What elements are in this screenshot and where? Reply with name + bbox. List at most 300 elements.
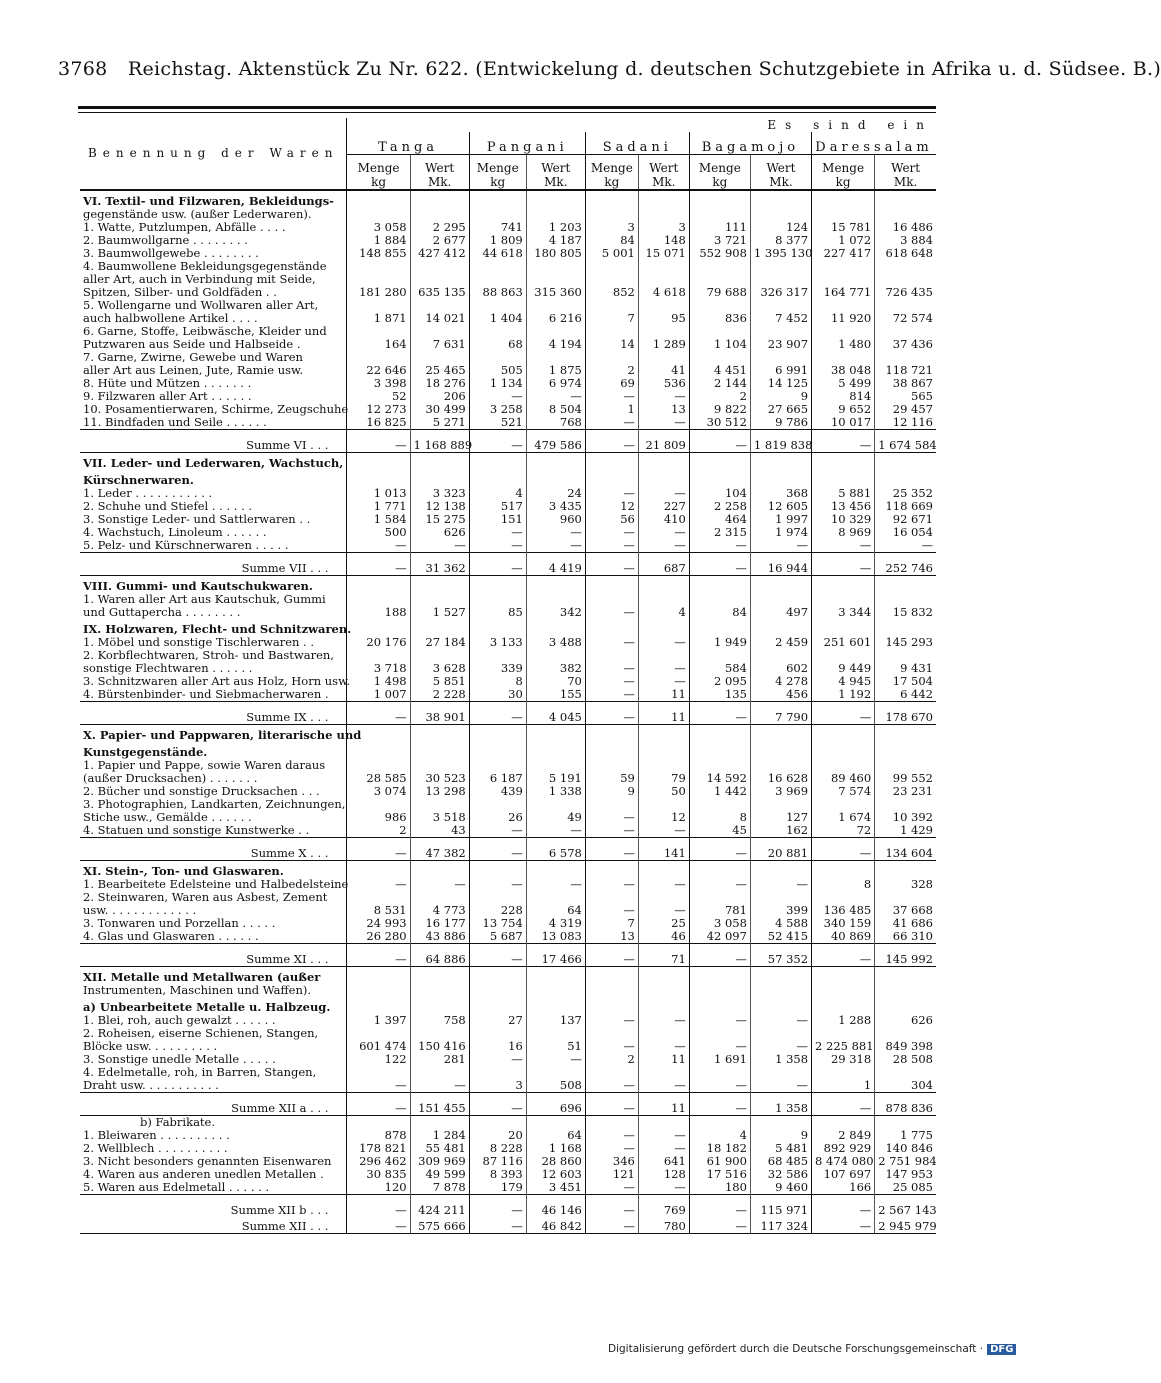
wert-cell: 9 [750,1129,811,1142]
footer-credit [608,1343,1016,1355]
wert-cell: 145 992 [875,944,936,967]
wert-cell: 24 [526,487,585,500]
menge-cell [689,1116,750,1130]
menge-unit-header: Menge kg [689,155,750,191]
section-row [80,967,936,985]
wert-cell: 326 317 [750,286,811,299]
wert-cell: 626 [410,526,469,539]
wert-cell: 50 [638,785,689,798]
goods-label: b) Fabrikate. [140,1115,216,1129]
wert-cell [875,190,936,208]
wert-cell: 55 481 [410,1142,469,1155]
wert-cell: 602 [750,662,811,675]
menge-cell [585,260,638,273]
wert-cell: 252 746 [875,553,936,576]
menge-cell [812,453,875,471]
goods-label: 1. Bleiwaren . . . . . . . . . . [83,1128,230,1142]
menge-cell: — [585,526,638,539]
wert-cell: 13 298 [410,785,469,798]
menge-cell: — [689,878,750,891]
wert-cell: 1 284 [410,1129,469,1142]
wert-cell: 31 362 [410,553,469,576]
menge-cell: 251 601 [812,636,875,649]
wert-cell: 12 [638,811,689,824]
wert-cell: 8 377 [750,234,811,247]
menge-cell [347,260,410,273]
menge-cell: 1 771 [347,500,410,513]
menge-cell: 8 969 [812,526,875,539]
menge-cell: — [812,1195,875,1218]
wert-cell: 16 054 [875,526,936,539]
menge-cell: 18 182 [689,1142,750,1155]
place-header: Sadani [585,132,689,155]
wert-cell: 37 668 [875,904,936,917]
wert-cell: 29 457 [875,403,936,416]
menge-cell: 439 [469,785,526,798]
menge-cell: — [347,1093,410,1116]
wert-unit-header: Wert Mk. [875,155,936,191]
menge-cell: 2 225 881 [812,1040,875,1053]
menge-cell: 122 [347,1053,410,1066]
menge-cell: 1 192 [812,688,875,702]
wert-cell: 66 310 [875,930,936,944]
menge-cell: 1 134 [469,377,526,390]
wert-cell: 1 358 [750,1053,811,1066]
wert-cell: — [638,878,689,891]
wert-cell: 382 [526,662,585,675]
sum-row [80,553,936,576]
wert-cell: 4 319 [526,917,585,930]
menge-cell: 135 [689,688,750,702]
goods-label: X. Papier- und Pappwaren, literarische und [83,728,362,742]
goods-label: 2. Wellblech . . . . . . . . . . [83,1141,228,1155]
goods-label: aller Art aus Leinen, Jute, Ramie usw. [83,363,304,377]
goods-label: 3. Sonstige Leder- und Sattlerwaren . . [83,512,311,526]
wert-cell: 118 669 [875,500,936,513]
menge-cell: 1 [812,1079,875,1093]
menge-cell: 151 [469,513,526,526]
menge-cell: 89 460 [812,772,875,785]
table-row [80,930,936,944]
goods-label: Kürschnerwaren. [83,473,194,487]
menge-cell: 52 [347,390,410,403]
menge-cell: 188 [347,606,410,619]
wert-cell: 6 578 [526,838,585,861]
sum-row [80,702,936,725]
menge-cell: 5 499 [812,377,875,390]
wert-cell: 162 [750,824,811,838]
menge-cell: — [585,811,638,824]
menge-cell: 14 592 [689,772,750,785]
wert-cell: 145 293 [875,636,936,649]
wert-cell: 7 878 [410,1181,469,1195]
menge-cell: 26 280 [347,930,410,944]
menge-cell [469,997,526,1014]
wert-cell: 92 671 [875,513,936,526]
wert-cell [526,453,585,471]
table-row [80,1079,936,1093]
wert-cell [638,997,689,1014]
menge-cell [585,742,638,759]
wert-cell: 1 775 [875,1129,936,1142]
wert-cell [750,725,811,743]
goods-label: usw. . . . . . . . . . . . . [83,903,197,917]
menge-cell [689,984,750,997]
menge-cell: 4 [469,487,526,500]
wert-cell: 64 886 [410,944,469,967]
wert-cell: 424 211 [410,1195,469,1218]
goods-label: XI. Stein-, Ton- und Glaswaren. [83,864,284,878]
menge-cell: — [469,390,526,403]
wert-cell: 99 552 [875,772,936,785]
wert-cell [410,725,469,743]
wert-cell: 3 969 [750,785,811,798]
table-row [80,824,936,838]
menge-cell: 6 187 [469,772,526,785]
goods-label: Kunstgegenstände. [83,745,208,759]
menge-cell: 3 133 [469,636,526,649]
wert-cell: 15 275 [410,513,469,526]
menge-cell: 505 [469,364,526,377]
wert-cell [638,260,689,273]
wert-cell: 479 586 [526,430,585,453]
menge-cell: 836 [689,312,750,325]
menge-cell: 16 [469,1040,526,1053]
menge-cell: — [585,1217,638,1234]
menge-cell: — [812,702,875,725]
menge-cell [689,260,750,273]
wert-cell: 1 289 [638,338,689,351]
goods-label: 4. Edelmetalle, roh, in Barren, Stangen, [83,1065,317,1079]
menge-cell: — [469,824,526,838]
menge-cell [347,861,410,879]
table-row [80,1181,936,1195]
menge-cell: 814 [812,390,875,403]
menge-cell [469,742,526,759]
wert-cell: — [526,824,585,838]
menge-unit-header: Menge kg [812,155,875,191]
menge-cell: — [469,430,526,453]
wert-cell: 3 884 [875,234,936,247]
menge-cell [812,984,875,997]
wert-cell: 2 945 979 [875,1217,936,1234]
wert-cell [750,967,811,985]
menge-cell: — [469,838,526,861]
goods-label: Summe VI . . . [80,430,347,453]
wert-cell: 2 295 [410,221,469,234]
menge-cell: 111 [689,221,750,234]
menge-cell: 4 945 [812,675,875,688]
menge-cell: — [585,1129,638,1142]
menge-cell: — [469,553,526,576]
wert-cell [526,742,585,759]
wert-cell: 641 [638,1155,689,1168]
menge-cell: 40 869 [812,930,875,944]
menge-cell: — [469,539,526,553]
menge-cell: 852 [585,286,638,299]
menge-cell: — [585,539,638,553]
menge-cell [469,861,526,879]
wert-cell: — [638,526,689,539]
wert-cell: 180 805 [526,247,585,260]
menge-cell: 892 929 [812,1142,875,1155]
wert-cell: — [638,636,689,649]
wert-cell: 137 [526,1014,585,1027]
goods-label: 4. Waren aus anderen unedlen Metallen . [83,1167,324,1181]
wert-cell: 47 382 [410,838,469,861]
menge-cell: — [689,553,750,576]
menge-cell: 181 280 [347,286,410,299]
wert-cell: 14 125 [750,377,811,390]
wert-cell: 30 523 [410,772,469,785]
wert-cell [638,742,689,759]
wert-cell: 7 631 [410,338,469,351]
wert-cell: 25 352 [875,487,936,500]
wert-cell: — [638,824,689,838]
wert-cell [875,470,936,487]
sum-row [80,1217,936,1234]
place-header: Pangani [469,132,585,155]
menge-cell: 3 058 [689,917,750,930]
wert-cell: — [750,539,811,553]
wert-cell: 2 228 [410,688,469,702]
goods-label: 8. Hüte und Mützen . . . . . . . [83,376,252,390]
wert-cell: 147 953 [875,1168,936,1181]
menge-cell: — [469,1195,526,1218]
wert-cell: 9 460 [750,1181,811,1195]
menge-cell: 517 [469,500,526,513]
goods-label: 5. Waren aus Edelmetall . . . . . . [83,1180,270,1194]
menge-cell: — [689,1195,750,1218]
goods-label: 3. Photographien, Landkarten, Zeichnungen, [83,797,346,811]
import-table [80,118,936,1234]
wert-cell [410,619,469,636]
menge-cell: 1 884 [347,234,410,247]
goods-label: 3. Nicht besonders genannten Eisenwaren [83,1154,332,1168]
menge-cell [689,997,750,1014]
menge-cell: 20 176 [347,636,410,649]
wert-cell [638,861,689,879]
wert-cell: 1 358 [750,1093,811,1116]
wert-cell: 178 670 [875,702,936,725]
wert-cell: — [638,675,689,688]
wert-cell: 304 [875,1079,936,1093]
menge-cell: 2 [347,824,410,838]
menge-cell [347,742,410,759]
goods-label: Summe XII a . . . [80,1093,347,1116]
menge-cell [347,967,410,985]
wert-cell [526,967,585,985]
menge-cell: — [347,430,410,453]
menge-cell [469,1116,526,1130]
menge-cell: 464 [689,513,750,526]
wert-cell: 141 [638,838,689,861]
wert-cell: 1 203 [526,221,585,234]
table-row [80,984,936,997]
menge-cell: — [585,1195,638,1218]
wert-cell: 769 [638,1195,689,1218]
menge-cell: 1 072 [812,234,875,247]
wert-cell: 3 518 [410,811,469,824]
wert-cell: 17 466 [526,944,585,967]
menge-cell [812,742,875,759]
wert-cell [638,576,689,594]
wert-cell: 6 216 [526,312,585,325]
wert-cell: 2 677 [410,234,469,247]
wert-cell: 7 790 [750,702,811,725]
menge-cell: — [812,838,875,861]
wert-cell: 780 [638,1217,689,1234]
wert-cell: 11 [638,1093,689,1116]
wert-cell: 1 338 [526,785,585,798]
wert-cell [410,861,469,879]
goods-label: 7. Garne, Zwirne, Gewebe und Waren [83,350,303,364]
menge-cell [585,1116,638,1130]
menge-cell: 8 531 [347,904,410,917]
menge-cell: 8 393 [469,1168,526,1181]
wert-cell: — [526,526,585,539]
menge-cell [585,725,638,743]
menge-cell: 72 [812,824,875,838]
menge-cell: — [585,487,638,500]
wert-cell: 46 [638,930,689,944]
wert-cell [750,742,811,759]
wert-cell: 64 [526,1129,585,1142]
menge-cell: 2 095 [689,675,750,688]
place-header: Daressalam [812,132,936,155]
wert-cell [638,453,689,471]
wert-cell: 3 628 [410,662,469,675]
menge-cell: 2 [689,390,750,403]
menge-cell: 68 [469,338,526,351]
menge-cell [347,576,410,594]
menge-cell: 7 [585,917,638,930]
wert-cell: 13 083 [526,930,585,944]
menge-cell: 69 [585,377,638,390]
menge-cell: — [689,1093,750,1116]
menge-cell: 59 [585,772,638,785]
goods-label: Instrumenten, Maschinen und Waffen). [83,983,312,997]
menge-cell [812,470,875,487]
wert-cell: — [638,1040,689,1053]
menge-cell: — [585,553,638,576]
menge-cell: — [585,1093,638,1116]
menge-cell: 521 [469,416,526,430]
wert-cell: — [638,904,689,917]
wert-cell [638,190,689,208]
wert-cell: 15 832 [875,606,936,619]
wert-cell: 12 116 [875,416,936,430]
menge-cell: 2 [585,364,638,377]
table-row [80,688,936,702]
menge-cell [469,725,526,743]
wert-cell: — [526,1053,585,1066]
menge-cell: — [689,1040,750,1053]
wert-cell [526,725,585,743]
wert-cell: — [750,878,811,891]
menge-cell: 1 007 [347,688,410,702]
goods-label: und Guttapercha . . . . . . . . [83,605,241,619]
menge-cell [812,861,875,879]
wert-cell [875,984,936,997]
menge-cell: 584 [689,662,750,675]
wert-cell [750,619,811,636]
menge-cell [689,576,750,594]
wert-cell: 6 442 [875,688,936,702]
wert-cell: 206 [410,390,469,403]
menge-cell: — [469,1217,526,1234]
menge-cell: 1 949 [689,636,750,649]
menge-cell: 11 920 [812,312,875,325]
menge-cell [347,997,410,1014]
wert-cell: 11 [638,702,689,725]
goods-column-header: Benennung der Waren [80,118,347,190]
table-row [80,606,936,619]
menge-cell: 180 [689,1181,750,1195]
wert-cell: 1 429 [875,824,936,838]
menge-cell: — [689,539,750,553]
wert-cell [410,453,469,471]
wert-cell: 18 276 [410,377,469,390]
menge-cell: — [585,1079,638,1093]
goods-label: 4. Baumwollene Bekleidungsgegenstände [83,259,327,273]
wert-cell [638,619,689,636]
goods-label: Draht usw. . . . . . . . . . . [83,1078,219,1092]
wert-cell: 28 860 [526,1155,585,1168]
goods-label: 2. Korbflechtwaren, Stroh- und Bastwaren, [83,648,334,662]
wert-cell: 95 [638,312,689,325]
menge-cell: 30 835 [347,1168,410,1181]
wert-cell: 118 721 [875,364,936,377]
wert-cell: 6 991 [750,364,811,377]
menge-cell: 8 [469,675,526,688]
wert-cell: 1 168 889 [410,430,469,453]
wert-cell: 134 604 [875,838,936,861]
wert-cell: — [638,1142,689,1155]
menge-cell: 166 [812,1181,875,1195]
wert-cell: 11 [638,1053,689,1066]
wert-cell: 5 191 [526,772,585,785]
wert-cell [638,470,689,487]
menge-cell [469,190,526,208]
wert-cell: 27 665 [750,403,811,416]
menge-cell: 5 687 [469,930,526,944]
wert-cell: 32 586 [750,1168,811,1181]
menge-cell: — [469,526,526,539]
wert-cell: 1 674 584 [875,430,936,453]
wert-cell: 64 [526,904,585,917]
menge-cell [585,470,638,487]
wert-cell: 3 [638,221,689,234]
menge-cell: 1 674 [812,811,875,824]
wert-cell: 410 [638,513,689,526]
menge-cell: — [347,1195,410,1218]
goods-label: Summe XII . . . [80,1217,347,1234]
wert-cell: 508 [526,1079,585,1093]
goods-label: 1. Bearbeitete Edelsteine und Halbedelsteine [83,877,349,891]
menge-cell: 42 097 [689,930,750,944]
menge-cell: 87 116 [469,1155,526,1168]
wert-cell: 12 605 [750,500,811,513]
menge-cell: 1 480 [812,338,875,351]
menge-cell: 20 [469,1129,526,1142]
page-number: 3768 [58,58,108,80]
wert-cell: 315 360 [526,286,585,299]
menge-cell: 121 [585,1168,638,1181]
wert-cell: — [638,1014,689,1027]
table-row [80,1116,936,1130]
wert-cell: 626 [875,1014,936,1027]
